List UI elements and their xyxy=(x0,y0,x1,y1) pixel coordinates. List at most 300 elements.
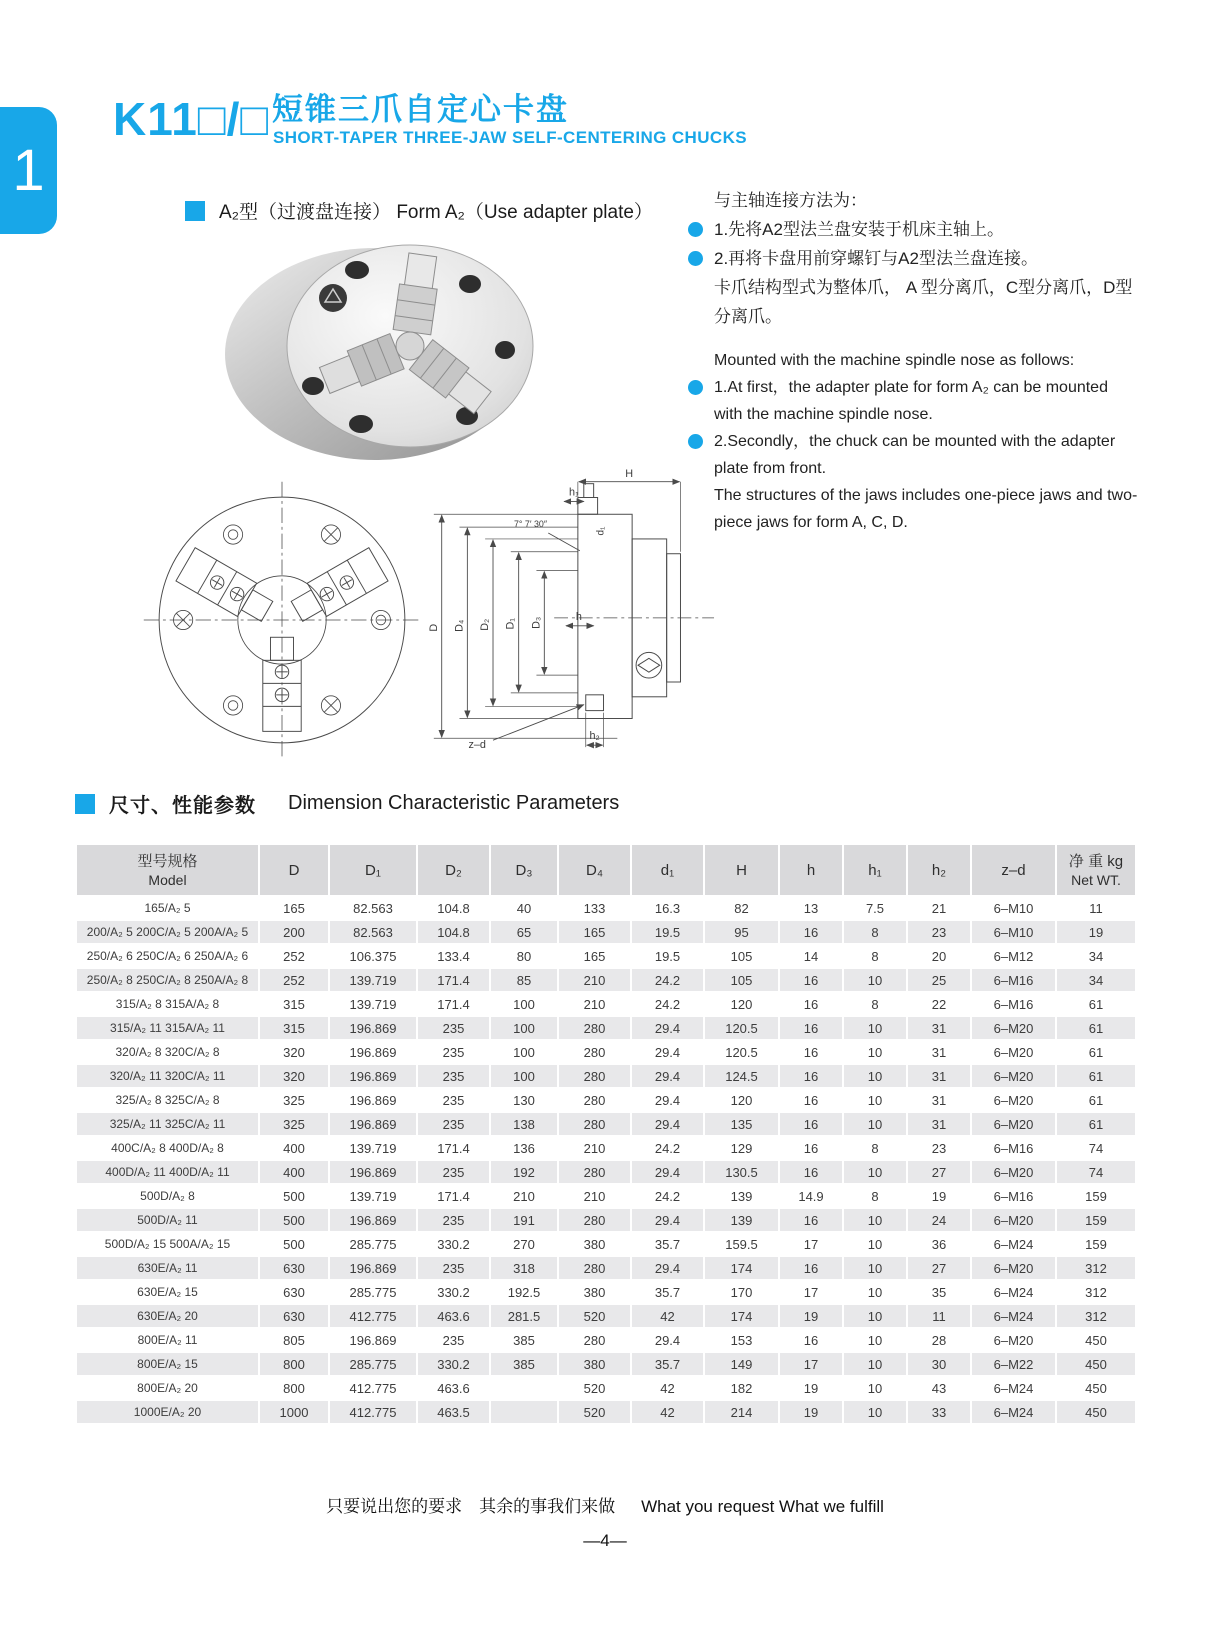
dimension-section-heading xyxy=(75,789,619,818)
value-cell: 61 xyxy=(1056,992,1136,1016)
value-cell: 520 xyxy=(558,1304,631,1328)
value-cell: 29.4 xyxy=(631,1208,704,1232)
value-cell: 10 xyxy=(843,1160,907,1184)
value-cell: 40 xyxy=(490,896,558,920)
value-cell: 16 xyxy=(779,1208,843,1232)
value-cell: 196.869 xyxy=(329,1040,417,1064)
value-cell: 6–M24 xyxy=(971,1376,1056,1400)
value-cell: 192 xyxy=(490,1160,558,1184)
note-item xyxy=(688,244,1140,273)
value-cell: 16 xyxy=(779,968,843,992)
value-cell: 16.3 xyxy=(631,896,704,920)
value-cell: 10 xyxy=(843,1256,907,1280)
value-cell: 280 xyxy=(558,1064,631,1088)
value-cell: 6–M20 xyxy=(971,1112,1056,1136)
value-cell: 100 xyxy=(490,1064,558,1088)
value-cell: 330.2 xyxy=(417,1232,490,1256)
value-cell: 17 xyxy=(779,1280,843,1304)
value-cell: 35.7 xyxy=(631,1280,704,1304)
col-header-D: D xyxy=(259,844,329,896)
notes-cn-intro: 与主轴连接方法为： xyxy=(714,191,867,210)
value-cell: 120 xyxy=(704,992,779,1016)
value-cell: 42 xyxy=(631,1376,704,1400)
value-cell: 235 xyxy=(417,1040,490,1064)
value-cell: 16 xyxy=(779,1112,843,1136)
model-cell: 800E/A₂ 15 xyxy=(76,1352,259,1376)
model-cell: 165/A₂ 5 xyxy=(76,896,259,920)
notes-en xyxy=(688,347,1140,536)
value-cell: 6–M22 xyxy=(971,1352,1056,1376)
model-cell: 800E/A₂ 11 xyxy=(76,1328,259,1352)
value-cell: 6–M10 xyxy=(971,896,1056,920)
value-cell: 235 xyxy=(417,1328,490,1352)
value-cell: 196.869 xyxy=(329,1208,417,1232)
page-footer xyxy=(75,1492,1135,1551)
footer-slogan-en: What you request What we fulfill xyxy=(641,1497,884,1516)
value-cell: 174 xyxy=(704,1256,779,1280)
dim-label-H: H xyxy=(625,467,634,480)
value-cell: 6–M20 xyxy=(971,1040,1056,1064)
value-cell: 14.9 xyxy=(779,1184,843,1208)
value-cell: 235 xyxy=(417,1088,490,1112)
model-cell: 315/A₂ 8 315A/A₂ 8 xyxy=(76,992,259,1016)
col-header-D1: D₁ xyxy=(329,844,417,896)
value-cell: 100 xyxy=(490,1016,558,1040)
value-cell: 196.869 xyxy=(329,1016,417,1040)
value-cell: 6–M20 xyxy=(971,1160,1056,1184)
value-cell: 174 xyxy=(704,1304,779,1328)
value-cell: 10 xyxy=(843,1112,907,1136)
notes-en-outro: The structures of the jaws includes one-piece jaws and two-piece jaws for form A, C, D. xyxy=(714,487,1138,531)
value-cell: 8 xyxy=(843,1136,907,1160)
dim-label-zd: z–d xyxy=(468,739,486,752)
page-number: —4— xyxy=(583,1531,627,1550)
model-cell: 500D/A₂ 8 xyxy=(76,1184,259,1208)
value-cell: 182 xyxy=(704,1376,779,1400)
value-cell: 385 xyxy=(490,1352,558,1376)
value-cell: 500 xyxy=(259,1232,329,1256)
model-cell: 325/A₂ 11 325C/A₂ 11 xyxy=(76,1112,259,1136)
value-cell: 325 xyxy=(259,1112,329,1136)
value-cell: 191 xyxy=(490,1208,558,1232)
value-cell: 22 xyxy=(907,992,971,1016)
value-cell: 281.5 xyxy=(490,1304,558,1328)
table-row xyxy=(76,920,1136,944)
model-cell: 325/A₂ 8 325C/A₂ 8 xyxy=(76,1088,259,1112)
value-cell: 139 xyxy=(704,1208,779,1232)
value-cell: 235 xyxy=(417,1256,490,1280)
value-cell: 159 xyxy=(1056,1232,1136,1256)
table-row xyxy=(76,896,1136,920)
value-cell: 65 xyxy=(490,920,558,944)
value-cell: 31 xyxy=(907,1088,971,1112)
value-cell: 82 xyxy=(704,896,779,920)
value-cell: 130 xyxy=(490,1088,558,1112)
value-cell: 285.775 xyxy=(329,1232,417,1256)
value-cell: 24.2 xyxy=(631,968,704,992)
value-cell: 23 xyxy=(907,920,971,944)
value-cell: 235 xyxy=(417,1016,490,1040)
value-cell: 42 xyxy=(631,1304,704,1328)
value-cell: 43 xyxy=(907,1376,971,1400)
value-cell: 280 xyxy=(558,1208,631,1232)
value-cell: 171.4 xyxy=(417,968,490,992)
col-header-H: H xyxy=(704,844,779,896)
note-item xyxy=(688,428,1140,482)
footer-slogan-cn: 只要说出您的要求 其余的事我们来做 xyxy=(326,1497,616,1516)
dim-label-D4: D₄ xyxy=(453,619,466,632)
value-cell xyxy=(490,1400,558,1424)
value-cell: 104.8 xyxy=(417,920,490,944)
value-cell: 450 xyxy=(1056,1352,1136,1376)
value-cell: 11 xyxy=(907,1304,971,1328)
model-cell: 630E/A₂ 11 xyxy=(76,1256,259,1280)
value-cell: 29.4 xyxy=(631,1088,704,1112)
value-cell: 325 xyxy=(259,1088,329,1112)
value-cell: 312 xyxy=(1056,1304,1136,1328)
brand-logo-icon xyxy=(319,284,347,312)
value-cell: 159 xyxy=(1056,1208,1136,1232)
table-row xyxy=(76,1304,1136,1328)
dim-label-h1: h₁ xyxy=(569,486,579,499)
value-cell: 82.563 xyxy=(329,896,417,920)
dim-label-D1: D₁ xyxy=(504,618,517,630)
value-cell: 120 xyxy=(704,1088,779,1112)
value-cell: 106.375 xyxy=(329,944,417,968)
value-cell: 82.563 xyxy=(329,920,417,944)
value-cell: 10 xyxy=(843,1376,907,1400)
value-cell: 29.4 xyxy=(631,1256,704,1280)
value-cell: 19 xyxy=(779,1304,843,1328)
value-cell: 24.2 xyxy=(631,992,704,1016)
value-cell: 105 xyxy=(704,968,779,992)
col-header-d1: d₁ xyxy=(631,844,704,896)
value-cell: 252 xyxy=(259,944,329,968)
value-cell: 100 xyxy=(490,992,558,1016)
value-cell: 450 xyxy=(1056,1400,1136,1424)
dim-label-h: h xyxy=(575,610,582,623)
value-cell: 196.869 xyxy=(329,1112,417,1136)
value-cell: 10 xyxy=(843,1208,907,1232)
table-row xyxy=(76,992,1136,1016)
value-cell: 210 xyxy=(558,968,631,992)
value-cell: 6–M20 xyxy=(971,1208,1056,1232)
value-cell: 6–M20 xyxy=(971,1256,1056,1280)
value-cell: 6–M24 xyxy=(971,1232,1056,1256)
value-cell: 29.4 xyxy=(631,1016,704,1040)
value-cell: 500 xyxy=(259,1208,329,1232)
value-cell: 6–M24 xyxy=(971,1400,1056,1424)
value-cell: 129 xyxy=(704,1136,779,1160)
note-text: 2.再将卡盘用前穿螺钉与A2型法兰盘连接。 xyxy=(714,249,1038,268)
col-header-D4: D₄ xyxy=(558,844,631,896)
value-cell: 520 xyxy=(558,1376,631,1400)
model-cell: 800E/A₂ 20 xyxy=(76,1376,259,1400)
value-cell: 192.5 xyxy=(490,1280,558,1304)
value-cell: 214 xyxy=(704,1400,779,1424)
value-cell: 385 xyxy=(490,1328,558,1352)
table-row xyxy=(76,1256,1136,1280)
value-cell: 330.2 xyxy=(417,1280,490,1304)
model-cell: 500D/A₂ 15 500A/A₂ 15 xyxy=(76,1232,259,1256)
value-cell: 6–M24 xyxy=(971,1280,1056,1304)
mounting-notes xyxy=(688,186,1140,536)
value-cell: 149 xyxy=(704,1352,779,1376)
value-cell: 130.5 xyxy=(704,1160,779,1184)
table-row xyxy=(76,944,1136,968)
value-cell: 450 xyxy=(1056,1328,1136,1352)
value-cell: 31 xyxy=(907,1040,971,1064)
value-cell: 285.775 xyxy=(329,1352,417,1376)
model-cell: 630E/A₂ 20 xyxy=(76,1304,259,1328)
value-cell: 139.719 xyxy=(329,992,417,1016)
value-cell: 19.5 xyxy=(631,944,704,968)
model-cell: 200/A₂ 5 200C/A₂ 5 200A/A₂ 5 xyxy=(76,920,259,944)
value-cell: 13 xyxy=(779,896,843,920)
value-cell: 252 xyxy=(259,968,329,992)
value-cell: 34 xyxy=(1056,944,1136,968)
value-cell: 171.4 xyxy=(417,1184,490,1208)
value-cell: 31 xyxy=(907,1112,971,1136)
value-cell: 800 xyxy=(259,1376,329,1400)
notes-en-items xyxy=(688,374,1140,482)
value-cell: 463.6 xyxy=(417,1304,490,1328)
value-cell: 210 xyxy=(490,1184,558,1208)
value-cell: 139.719 xyxy=(329,1136,417,1160)
value-cell: 159.5 xyxy=(704,1232,779,1256)
value-cell: 80 xyxy=(490,944,558,968)
bullet-icon xyxy=(688,434,703,449)
value-cell: 270 xyxy=(490,1232,558,1256)
value-cell: 16 xyxy=(779,1088,843,1112)
value-cell: 35.7 xyxy=(631,1352,704,1376)
note-item xyxy=(688,374,1140,428)
value-cell: 139.719 xyxy=(329,1184,417,1208)
value-cell: 170 xyxy=(704,1280,779,1304)
value-cell: 35 xyxy=(907,1280,971,1304)
value-cell: 412.775 xyxy=(329,1304,417,1328)
table-row xyxy=(76,1112,1136,1136)
cross-section-drawing xyxy=(420,460,716,756)
value-cell: 412.775 xyxy=(329,1400,417,1424)
form-section-heading xyxy=(185,197,653,224)
value-cell: 8 xyxy=(843,920,907,944)
note-text: 2.Secondly，the chuck can be mounted with the adapter plate from front. xyxy=(714,433,1116,477)
value-cell: 27 xyxy=(907,1256,971,1280)
value-cell: 805 xyxy=(259,1328,329,1352)
value-cell: 31 xyxy=(907,1016,971,1040)
table-row xyxy=(76,1160,1136,1184)
page-title-en: SHORT-TAPER THREE-JAW SELF-CENTERING CHUCKS xyxy=(273,128,748,147)
value-cell: 463.5 xyxy=(417,1400,490,1424)
value-cell: 196.869 xyxy=(329,1064,417,1088)
section-bullet-icon xyxy=(75,794,95,814)
value-cell: 630 xyxy=(259,1256,329,1280)
value-cell: 19.5 xyxy=(631,920,704,944)
table-row xyxy=(76,1184,1136,1208)
table-row xyxy=(76,1208,1136,1232)
value-cell: 380 xyxy=(558,1352,631,1376)
value-cell: 29.4 xyxy=(631,1040,704,1064)
table-row xyxy=(76,1328,1136,1352)
value-cell: 6–M20 xyxy=(971,1016,1056,1040)
value-cell: 1000 xyxy=(259,1400,329,1424)
value-cell: 16 xyxy=(779,992,843,1016)
value-cell: 6–M16 xyxy=(971,1136,1056,1160)
dim-label-D3: D₃ xyxy=(530,616,543,629)
dimension-section-label-cn: 尺寸、性能参数 xyxy=(109,795,256,817)
value-cell: 29.4 xyxy=(631,1328,704,1352)
value-cell: 124.5 xyxy=(704,1064,779,1088)
value-cell: 133.4 xyxy=(417,944,490,968)
value-cell: 153 xyxy=(704,1328,779,1352)
value-cell: 10 xyxy=(843,1040,907,1064)
notes-cn xyxy=(688,186,1140,331)
value-cell: 17 xyxy=(779,1352,843,1376)
table-row xyxy=(76,968,1136,992)
dimension-table-body xyxy=(76,896,1136,1424)
value-cell: 500 xyxy=(259,1184,329,1208)
col-header-D2: D₂ xyxy=(417,844,490,896)
value-cell: 235 xyxy=(417,1160,490,1184)
notes-cn-items xyxy=(688,215,1140,273)
value-cell: 19 xyxy=(779,1376,843,1400)
value-cell: 10 xyxy=(843,1232,907,1256)
value-cell: 138 xyxy=(490,1112,558,1136)
notes-cn-outro: 卡爪结构型式为整体爪， A 型分离爪，C型分离爪，D型分离爪。 xyxy=(714,278,1133,326)
chuck-photo xyxy=(205,234,600,466)
value-cell: 235 xyxy=(417,1064,490,1088)
value-cell: 10 xyxy=(843,1352,907,1376)
value-cell: 30 xyxy=(907,1352,971,1376)
table-row xyxy=(76,1016,1136,1040)
value-cell xyxy=(490,1376,558,1400)
value-cell: 21 xyxy=(907,896,971,920)
value-cell: 7.5 xyxy=(843,896,907,920)
value-cell: 100 xyxy=(490,1040,558,1064)
value-cell: 133 xyxy=(558,896,631,920)
chapter-number: 1 xyxy=(12,138,45,203)
value-cell: 196.869 xyxy=(329,1160,417,1184)
value-cell: 16 xyxy=(779,1040,843,1064)
value-cell: 11 xyxy=(1056,896,1136,920)
value-cell: 17 xyxy=(779,1232,843,1256)
value-cell: 25 xyxy=(907,968,971,992)
bullet-icon xyxy=(688,380,703,395)
value-cell: 10 xyxy=(843,1304,907,1328)
col-header-h: h xyxy=(779,844,843,896)
table-row xyxy=(76,1064,1136,1088)
value-cell: 120.5 xyxy=(704,1040,779,1064)
value-cell: 400 xyxy=(259,1160,329,1184)
value-cell: 630 xyxy=(259,1280,329,1304)
notes-en-intro: Mounted with the machine spindle nose as follows: xyxy=(714,352,1075,369)
value-cell: 95 xyxy=(704,920,779,944)
value-cell: 10 xyxy=(843,1016,907,1040)
value-cell: 61 xyxy=(1056,1016,1136,1040)
note-text: 1.先将A2型法兰盘安装于机床主轴上。 xyxy=(714,220,1004,239)
section-bullet-icon xyxy=(185,201,205,221)
form-section-label: A₂型（过渡盘连接） Form A₂（Use adapter plate） xyxy=(219,202,653,223)
value-cell: 400 xyxy=(259,1136,329,1160)
dim-label-h2: h₂ xyxy=(589,730,600,743)
value-cell: 280 xyxy=(558,1016,631,1040)
value-cell: 280 xyxy=(558,1160,631,1184)
table-row xyxy=(76,1400,1136,1424)
value-cell: 27 xyxy=(907,1160,971,1184)
value-cell: 210 xyxy=(558,1184,631,1208)
value-cell: 450 xyxy=(1056,1376,1136,1400)
value-cell: 10 xyxy=(843,1400,907,1424)
value-cell: 380 xyxy=(558,1232,631,1256)
table-header-row xyxy=(76,844,1136,896)
table-row xyxy=(76,1040,1136,1064)
value-cell: 16 xyxy=(779,1136,843,1160)
value-cell: 200 xyxy=(259,920,329,944)
value-cell: 318 xyxy=(490,1256,558,1280)
col-header-h1: h₁ xyxy=(843,844,907,896)
dim-label-D2: D₂ xyxy=(479,618,492,631)
value-cell: 165 xyxy=(558,944,631,968)
value-cell: 8 xyxy=(843,1184,907,1208)
value-cell: 210 xyxy=(558,992,631,1016)
value-cell: 6–M16 xyxy=(971,992,1056,1016)
footer-slogan xyxy=(75,1492,1135,1517)
bullet-icon xyxy=(688,251,703,266)
value-cell: 6–M20 xyxy=(971,1088,1056,1112)
model-cell: 400C/A₂ 8 400D/A₂ 8 xyxy=(76,1136,259,1160)
product-model-code: K11□/□ xyxy=(113,93,270,145)
value-cell: 61 xyxy=(1056,1112,1136,1136)
value-cell: 315 xyxy=(259,1016,329,1040)
value-cell: 320 xyxy=(259,1040,329,1064)
value-cell: 285.775 xyxy=(329,1280,417,1304)
page-title-cn: 短锥三爪自定心卡盘 xyxy=(272,92,569,127)
model-cell: 320/A₂ 8 320C/A₂ 8 xyxy=(76,1040,259,1064)
dim-label-D: D xyxy=(427,623,440,632)
value-cell: 24 xyxy=(907,1208,971,1232)
col-header-zd: z–d xyxy=(971,844,1056,896)
value-cell: 135 xyxy=(704,1112,779,1136)
value-cell: 61 xyxy=(1056,1088,1136,1112)
note-text: 1.At first，the adapter plate for form A₂ can be mounted with the machine spindle nose. xyxy=(714,379,1108,423)
col-header-D3: D₃ xyxy=(490,844,558,896)
value-cell: 6–M10 xyxy=(971,920,1056,944)
value-cell: 165 xyxy=(259,896,329,920)
value-cell: 16 xyxy=(779,1160,843,1184)
model-cell: 500D/A₂ 11 xyxy=(76,1208,259,1232)
value-cell: 196.869 xyxy=(329,1088,417,1112)
value-cell: 19 xyxy=(907,1184,971,1208)
chapter-tab xyxy=(0,107,57,234)
value-cell: 10 xyxy=(843,1328,907,1352)
value-cell: 31 xyxy=(907,1064,971,1088)
value-cell: 120.5 xyxy=(704,1016,779,1040)
value-cell: 463.6 xyxy=(417,1376,490,1400)
value-cell: 280 xyxy=(558,1328,631,1352)
model-cell: 630E/A₂ 15 xyxy=(76,1280,259,1304)
table-row xyxy=(76,1280,1136,1304)
value-cell: 171.4 xyxy=(417,992,490,1016)
value-cell: 10 xyxy=(843,1088,907,1112)
value-cell: 28 xyxy=(907,1328,971,1352)
value-cell: 6–M12 xyxy=(971,944,1056,968)
table-row xyxy=(76,1352,1136,1376)
front-view-drawing xyxy=(138,476,426,764)
value-cell: 136 xyxy=(490,1136,558,1160)
value-cell: 24.2 xyxy=(631,1184,704,1208)
value-cell: 61 xyxy=(1056,1064,1136,1088)
